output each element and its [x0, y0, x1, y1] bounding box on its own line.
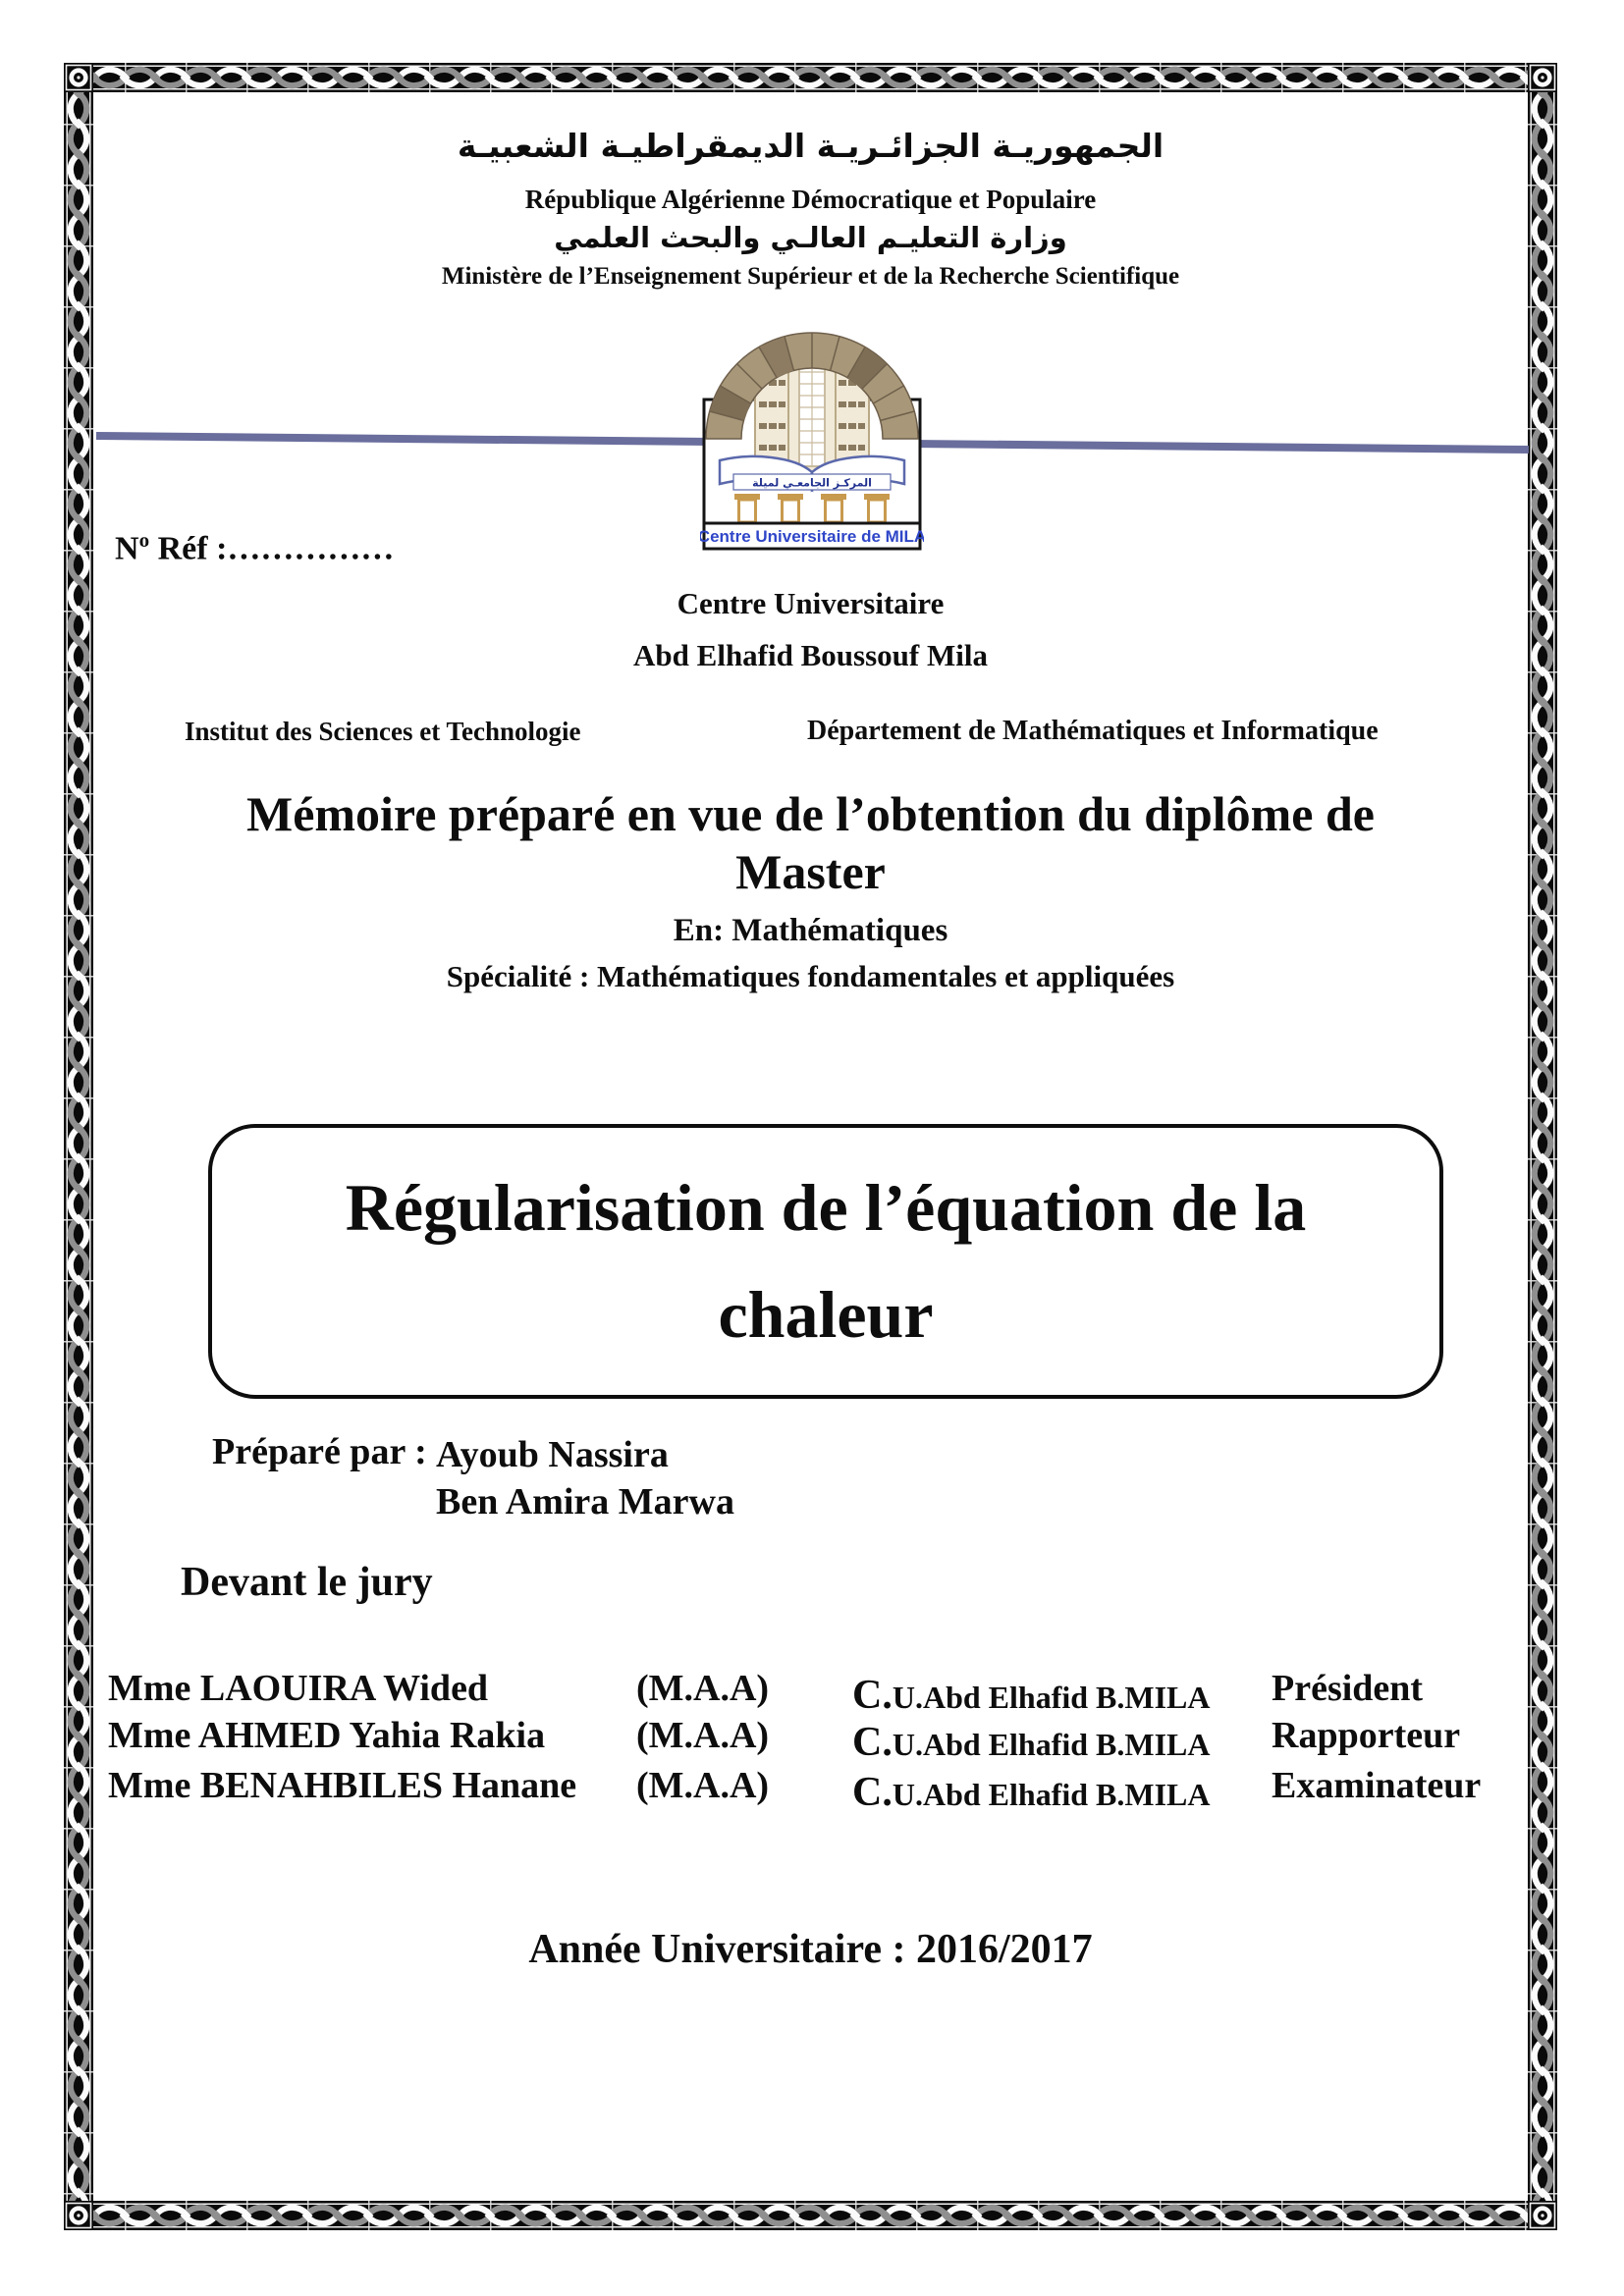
thesis-title — [346, 1154, 1307, 1368]
jury-row-examinateur — [0, 1764, 1624, 1815]
ministry-name-french: Ministère de l’Enseignement Supérieur et de la Recherche Scientifique — [441, 263, 1180, 290]
institute-name: Institut des Sciences et Technologie — [185, 717, 581, 746]
prepared-by-label: Préparé par : — [212, 1431, 427, 1472]
thesis-title-line1: Régularisation de l’équation de la — [345, 1170, 1307, 1246]
university-name-line1: Centre Universitaire — [677, 586, 945, 620]
border-corner-bottom-right — [1528, 2201, 1557, 2230]
border-corner-top-right — [1528, 63, 1557, 92]
academic-year: Année Universitaire : 2016/2017 — [528, 1927, 1093, 1972]
ornamental-border-top — [64, 63, 1557, 92]
degree-field: En: Mathématiques — [673, 913, 948, 948]
reference-number — [115, 528, 394, 567]
border-corner-bottom-left — [64, 2201, 93, 2230]
author-2: Ben Amira Marwa — [436, 1481, 734, 1522]
thesis-title-box — [208, 1124, 1443, 1399]
jury-row-rapporteur — [0, 1714, 1624, 1765]
ornamental-border-right — [1528, 63, 1557, 2230]
thesis-title-line2: chaleur — [718, 1277, 934, 1352]
university-name-line2: Abd Elhafid Boussouf Mila — [633, 638, 988, 672]
jury-member-affiliation: C.U.Abd Elhafid B.MILA — [852, 1770, 1211, 1815]
jury-member-role: Président — [1272, 1668, 1424, 1709]
degree-statement-line1: Mémoire préparé en vue de l’obtention du diplôme de — [246, 786, 1375, 841]
jury-row-president — [0, 1667, 1624, 1718]
jury-member-name: Mme LAOUIRA Wided — [108, 1668, 489, 1709]
author-list — [436, 1431, 734, 1525]
ref-superscript: o — [138, 528, 150, 552]
logo-label-text: Centre Universitaire de MILA — [700, 527, 924, 546]
republic-name-arabic: الجمهوريـة الجزائـريـة الديمقراطيـة الشعبيـة — [457, 127, 1164, 165]
jury-member-role: Examinateur — [1272, 1765, 1482, 1806]
jury-member-name: Mme AHMED Yahia Rakia — [108, 1715, 546, 1756]
ref-prefix: N — [115, 530, 139, 567]
ornamental-border-bottom — [64, 2201, 1557, 2230]
jury-member-affiliation: C.U.Abd Elhafid B.MILA — [852, 1673, 1211, 1718]
jury-member-role: Rapporteur — [1272, 1715, 1461, 1756]
ministry-name-arabic: وزارة التعليـم العالـي والبحث العلمي — [554, 221, 1067, 254]
logo-arabic-banner-text: المركـز الجامعـي لميلة — [752, 476, 872, 490]
ornamental-border-left — [64, 63, 93, 2230]
jury-member-affiliation: C.U.Abd Elhafid B.MILA — [852, 1720, 1211, 1765]
jury-member-grade: (M.A.A) — [636, 1765, 770, 1806]
degree-specialty: Spécialité : Mathématiques fondamentales et appliquées — [446, 959, 1175, 993]
author-1: Ayoub Nassira — [436, 1434, 669, 1475]
jury-member-name: Mme BENAHBILES Hanane — [108, 1765, 577, 1806]
jury-member-grade: (M.A.A) — [636, 1715, 770, 1756]
republic-name-french: République Algérienne Démocratique et Populaire — [524, 185, 1097, 214]
degree-statement-line2: Master — [735, 844, 886, 899]
jury-heading: Devant le jury — [181, 1560, 433, 1605]
border-corner-top-left — [64, 63, 93, 92]
degree-statement — [64, 785, 1557, 901]
department-name: Département de Mathématiques et Informatique — [807, 716, 1379, 746]
ref-dots: Réf :…………… — [149, 530, 395, 567]
university-logo — [700, 317, 924, 553]
jury-member-grade: (M.A.A) — [636, 1668, 770, 1709]
